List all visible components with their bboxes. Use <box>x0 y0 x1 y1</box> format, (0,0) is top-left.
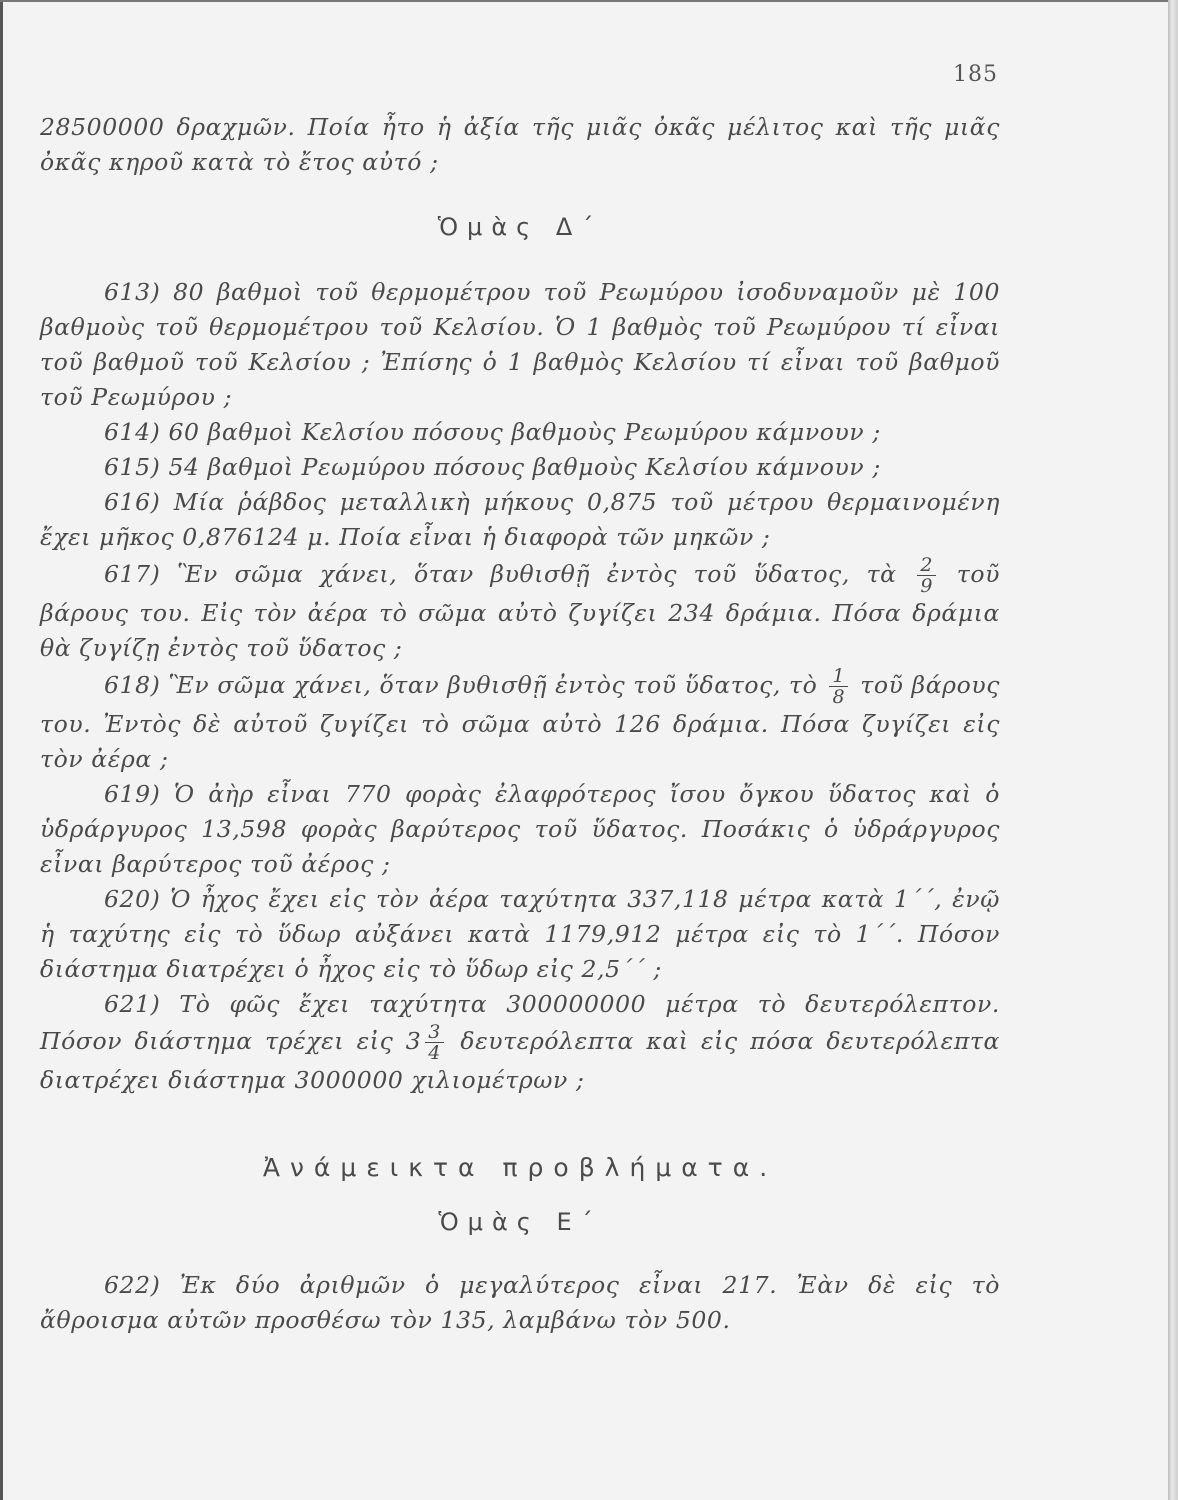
fraction-denominator: 9 <box>920 575 934 597</box>
problem-616: 616) Μία ῥάβδος μεταλλικὴ μήκους 0,875 τοῦ μέτρου θερμαινομένη ἔχει μῆκος 0,876124 μ. Ποία εἶναι ἡ διαφορὰ τῶν μηκῶν ; <box>40 488 1000 551</box>
problem-619: 619) Ὁ ἀὴρ εἶναι 770 φορὰς ἐλαφρότερος ἴσου ὄγκου ὕδατος καὶ ὁ ὑδράργυρος 13,598 φορὰς βαρύτερος τοῦ ὕδατος. Ποσάκις ὁ ὑδράργυρος εἶναι βαρύτερος τοῦ ἀέρος ; <box>40 780 1000 878</box>
problem-621-text-a: 621) Τὸ φῶς ἔχει ταχύτητα 300000000 μέτρα τὸ δευτερόλεπτον. Πόσον διάστημα τρέχει εἰς 3 <box>40 990 1000 1055</box>
book-page-edge <box>1168 0 1178 1500</box>
fraction-1-8 <box>829 666 848 707</box>
problem-617-text-b: τοῦ βάρους του. Εἰς τὸν ἀέρα τὸ σῶμα αὐτὸ ζυγίζει 234 δράμια. Πόσα δράμια θὰ ζυγίζῃ ἐντὸς τοῦ ὕδατος ; <box>40 560 1001 662</box>
section-heading-mixed-problems: Ἀνάμεικτα προβλήματα. <box>262 1153 778 1182</box>
page-number: 185 <box>953 62 998 87</box>
fraction-2-9 <box>917 555 936 596</box>
fraction-denominator: 4 <box>428 1042 441 1064</box>
intro-paragraph: 28500000 δραχμῶν. Ποία ἦτο ἡ ἀξία τῆς μιᾶς ὀκᾶς μέλιτος καὶ τῆς μιᾶς ὀκᾶς κηροῦ κατὰ τὸ ἔτος αὐτό ; <box>40 113 1000 176</box>
section-heading-group-d: Ὁμὰς Δ΄ <box>437 213 603 241</box>
problem-622: 622) Ἐκ δύο ἀριθμῶν ὁ μεγαλύτερος εἶναι 217. Ἐὰν δὲ εἰς τὸ ἄθροισμα αὐτῶν προσθέσω τὸν 135, λαμβάνω τὸν 500. <box>40 1271 1000 1334</box>
problem-618-text-a: 618) Ἓν σῶμα χάνει, ὅταν βυθισθῇ ἐντὸς τοῦ ὕδατος, τὸ <box>104 671 818 699</box>
problem-621-text-b: δευτερόλεπτα καὶ εἰς πόσα δευτερόλεπτα διατρέχει διάστημα 3000000 χιλιομέτρων ; <box>40 1027 1001 1094</box>
problem-620: 620) Ὁ ἦχος ἔχει εἰς τὸν ἀέρα ταχύτητα 337,118 μέτρα κατὰ 1΄΄, ἐνῷ ἡ ταχύτης εἰς τὸ ὕδωρ αὐξάνει κατὰ 1179,912 μέτρα εἰς τὸ 1΄΄. Πόσον διάστημα διατρέχει ὁ ἦχος εἰς τὸ ὕδωρ εἰς 2,5΄΄ ; <box>40 885 1000 983</box>
problem-618-text-b: τοῦ βάρους του. Ἐντὸς δὲ αὐτοῦ ζυγίζει τὸ σῶμα αὐτὸ 126 δράμια. Πόσα ζυγίζει εἰς τὸν ἀέρα ; <box>40 671 1000 773</box>
problem-613: 613) 80 βαθμοὶ τοῦ θερμομέτρου τοῦ Ρεωμύρου ἰσοδυναμοῦν μὲ 100 βαθμοὺς τοῦ θερμομέτρου τοῦ Κελσίου. Ὁ 1 βαθμὸς τοῦ Ρεωμύρου τί εἶναι τοῦ βαθμοῦ τοῦ Κελσίου ; Ἐπίσης ὁ 1 βαθμὸς Κελσίου τί εἶναι τοῦ βαθμοῦ τοῦ Ρεωμύρου ; <box>40 278 1000 411</box>
problem-621 <box>40 987 1000 1098</box>
problem-614: 614) 60 βαθμοὶ Κελσίου πόσους βαθμοὺς Ρεωμύρου κάμνουν ; <box>104 418 881 446</box>
fraction-3-4 <box>425 1022 444 1063</box>
problem-617-text-a: 617) Ἓν σῶμα χάνει, ὅταν βυθισθῇ ἐντὸς τοῦ ὕδατος, τὰ <box>104 560 897 588</box>
fraction-numerator: 3 <box>425 1022 444 1043</box>
page-text <box>40 110 1000 1338</box>
problem-618 <box>40 666 1000 777</box>
section-heading-group-e: Ὁμὰς Ε΄ <box>438 1208 602 1236</box>
problem-617 <box>40 555 1000 666</box>
fraction-numerator: 2 <box>917 555 936 576</box>
fraction-denominator: 8 <box>832 686 846 708</box>
fraction-numerator: 1 <box>829 666 848 687</box>
page-top-border <box>0 0 1168 2</box>
problem-615: 615) 54 βαθμοὶ Ρεωμύρου πόσους βαθμοὺς Κελσίου κάμνουν ; <box>104 453 881 481</box>
page-left-border <box>0 0 3 1500</box>
